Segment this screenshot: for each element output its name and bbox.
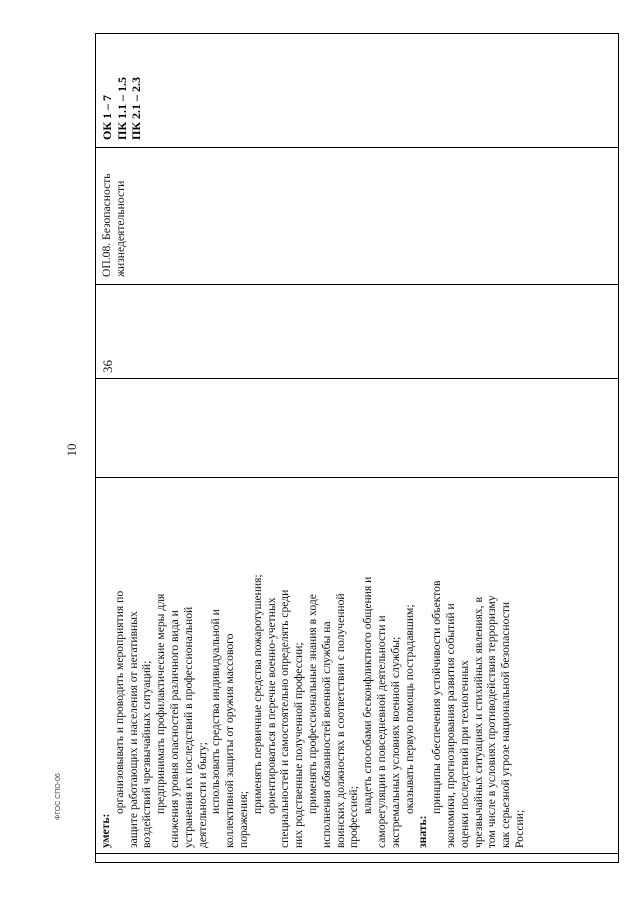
umet-list <box>113 482 417 848</box>
skill-line: предпринимать профилактические меры для <box>154 593 168 814</box>
skill-line: использовать средства индивидуальной и <box>209 609 223 814</box>
discipline-cell <box>96 148 618 285</box>
skill-line: применять профессиональные знания в ходе <box>305 594 319 814</box>
skill-line: оказывать первую помощь пострадавшим; <box>402 604 416 814</box>
skill-line: чрезвычайных ситуациях и стихийных явлениях, в <box>471 597 485 848</box>
curriculum-table <box>95 33 619 863</box>
skill-line: деятельности и быту; <box>195 742 209 848</box>
discipline-line: ОП.08. Безопасность <box>100 173 113 277</box>
hours-cell <box>96 285 618 379</box>
hours-value: 36 <box>100 360 115 373</box>
skill-line: устранения их последствий в профессиональной <box>181 606 195 848</box>
competency-line: ПК 2.1 – 2.3 <box>129 76 143 140</box>
competencies-cell <box>96 32 618 148</box>
umet-heading: уметь: <box>99 813 112 848</box>
skill-line: оценки последствий при техногенных <box>457 660 471 848</box>
skill-line: снижения уровня опасностей различного вида и <box>167 610 181 848</box>
skill-line: владеть способами бесконфликтного общения и <box>361 576 375 814</box>
skill-line: профессией; <box>347 786 361 848</box>
skill-line: защите работающих и населения от негативных <box>126 611 140 848</box>
skill-line: коллективной защиты от оружия массового <box>223 633 237 848</box>
competency-line: ПК 1.1 – 1.5 <box>114 76 129 140</box>
skill-line: как серьезной угрозе национальной безопасности <box>499 601 513 848</box>
skill-line: экономики, прогнозирования развития событий и <box>443 603 457 848</box>
skill-line: них родственные полученной профессии; <box>292 642 306 848</box>
znat-heading: знать: <box>416 815 430 848</box>
skill-line: воздействий чрезвычайных ситуаций; <box>140 660 154 848</box>
skill-line: воинских должностях в соответствии с полученной <box>333 593 347 848</box>
skill-line: экстремальных условиях военной службы; <box>388 636 402 848</box>
skill-line: России; <box>512 809 526 848</box>
znat-list <box>430 482 527 848</box>
skill-line: принципы обеспечения устойчивости объектов <box>430 580 444 814</box>
skill-line: ориентироваться в перечне военно-учетных <box>264 597 278 814</box>
competency-line: ОК 1 – 7 <box>100 94 114 140</box>
skill-line: том числе в условиях противодействия терроризму <box>485 595 499 848</box>
skills-knowledge-cell <box>96 478 618 854</box>
skill-line: применять первичные средства пожаротушения; <box>250 574 264 814</box>
skill-line: исполнения обязанностей военной службы на <box>319 621 333 848</box>
skill-line: поражения; <box>236 791 250 848</box>
page-number: 10 <box>64 443 79 457</box>
skill-line: саморегуляции в повседневной деятельности и <box>374 615 388 848</box>
rotated-table-region <box>95 33 619 863</box>
skill-line: специальностей и самостоятельно определять среди <box>278 589 292 848</box>
skill-line: организовывать и проводить мероприятия по <box>112 590 126 814</box>
discipline-line: жизнедеятельности <box>113 180 127 277</box>
footer-mark: ФГОС СПО-06 <box>55 773 62 820</box>
empty-cell <box>96 379 618 478</box>
